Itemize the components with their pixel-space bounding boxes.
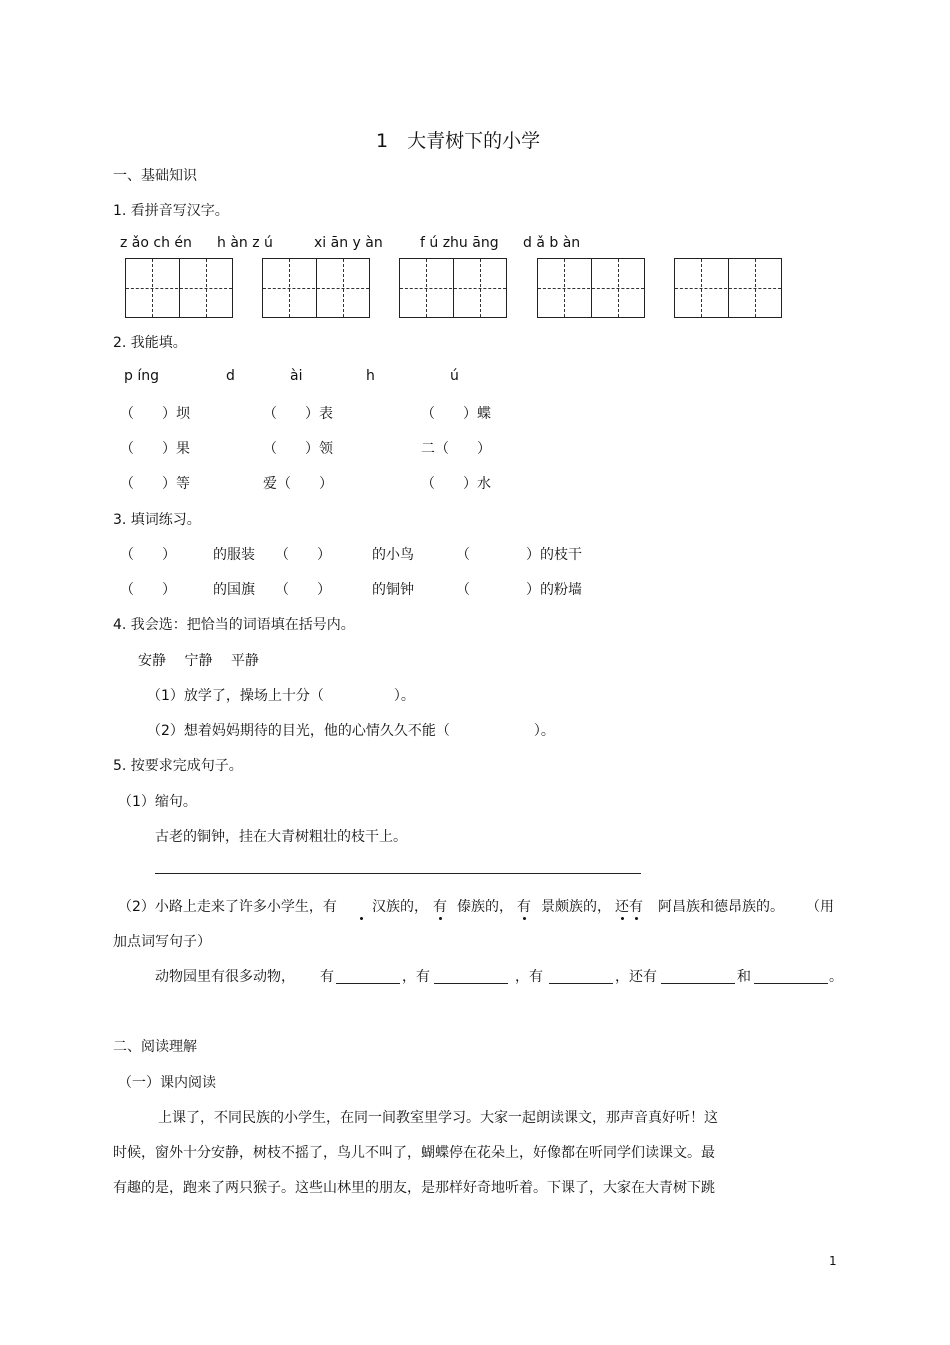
emphasis-dot [439,917,442,920]
choice-sentence[interactable]: （2）想着妈妈期待的目光，他的心情久久不能（ ）。 [147,723,555,739]
question-4-heading: 4. 我会选：把恰当的词语填在括号内。 [113,617,355,633]
section-heading-reading: 二、阅读理解 [113,1039,197,1055]
pinyin-label: xi ān y àn [314,235,383,251]
fill-blank[interactable]: （ ）的枝干 [456,547,582,563]
answer-blank[interactable] [661,983,735,984]
fill-sentence-text: ，有 [515,969,543,985]
question-2-heading: 2. 我能填。 [113,335,187,351]
sub-question-2: （2）小路上走来了许多小学生，有 [118,899,337,915]
fill-item[interactable]: （ ）等 [120,476,190,492]
sub-question-2-text: 傣族的， [457,899,513,915]
phrase-text: 的国旗 [213,582,255,598]
choice-sentence[interactable]: （1）放学了，操场上十分（ ）。 [147,688,415,704]
fill-item[interactable]: （ ）坝 [120,406,190,422]
sub-question-2-text: （用 [806,899,834,915]
passage-line: 上课了，不同民族的小学生，在同一间教室里学习。大家一起朗读课文，那声音真好听！这 [158,1110,718,1126]
writing-grid[interactable] [125,258,233,318]
fill-blank[interactable]: （ ） [275,547,331,563]
sub-question-2-text: 加点词写句子） [113,934,211,950]
pinyin-label: d [226,368,235,384]
passage-line: 时候，窗外十分安静，树枝不摇了，鸟儿不叫了，蝴蝶停在花朵上，好像都在听同学们读课文。最 [113,1145,715,1161]
phrase-text: 的服装 [213,547,255,563]
phrase-text: 的小鸟 [372,547,414,563]
fill-sentence-text: 。 [829,969,843,985]
writing-grid[interactable] [262,258,370,318]
fill-sentence-start: 动物园里有很多动物， [155,969,295,985]
pinyin-label: d ǎ b àn [523,235,581,251]
pinyin-label: f ú zhu āng [420,235,499,251]
pinyin-label: ài [290,368,303,384]
fill-blank[interactable]: （ ） [120,582,176,598]
answer-blank[interactable] [434,983,508,984]
question-5-heading: 5. 按要求完成句子。 [113,758,243,774]
dotted-word: 有 [433,899,447,915]
fill-sentence-text: ，还有 [615,969,657,985]
answer-line[interactable] [155,873,641,874]
emphasis-dot [635,917,638,920]
question-3-heading: 3. 填词练习。 [113,512,201,528]
question-1-heading: 1. 看拼音写汉字。 [113,203,229,219]
dotted-word: 还有 [615,899,643,915]
pinyin-label: z ǎo ch én [120,235,192,251]
word-choices: 安静 宁静 平静 [138,653,259,669]
phrase-text: 的铜钟 [372,582,414,598]
page-number: 1 [829,1254,837,1268]
sub-question-2-text: 阿昌族和德昂族的。 [658,899,784,915]
emphasis-dot [360,917,363,920]
sub-question-1: （1）缩句。 [118,794,197,810]
fill-item[interactable]: （ ）表 [263,406,333,422]
reading-subheading: （一）课内阅读 [118,1075,216,1091]
fill-blank[interactable]: （ ） [275,582,331,598]
writing-grid[interactable] [537,258,645,318]
sub-question-2-text: 汉族的， [372,899,428,915]
answer-blank[interactable] [336,983,400,984]
sub-question-2-text: 景颇族的， [541,899,611,915]
pinyin-label: h àn z ú [217,235,273,251]
dotted-word: 有 [517,899,531,915]
answer-blank[interactable] [754,983,828,984]
fill-sentence-text: 有 [320,969,334,985]
page-title: 1 大青树下的小学 [376,130,541,152]
fill-item[interactable]: （ ）领 [263,441,333,457]
emphasis-dot [621,917,624,920]
pinyin-label: p íng [124,368,159,384]
writing-grid[interactable] [399,258,507,318]
fill-item[interactable]: （ ）蝶 [421,406,491,422]
pinyin-label: h [366,368,375,384]
fill-item[interactable]: （ ）果 [120,441,190,457]
writing-grid[interactable] [674,258,782,318]
fill-item[interactable]: 爱（ ） [263,476,333,492]
emphasis-dot [523,917,526,920]
fill-sentence-text: 和 [737,969,751,985]
pinyin-label: ú [450,368,459,384]
fill-item[interactable]: （ ）水 [421,476,491,492]
fill-blank[interactable]: （ ） [120,547,176,563]
fill-sentence-text: ，有 [402,969,430,985]
fill-item[interactable]: 二（ ） [421,441,491,457]
section-heading-basic: 一、基础知识 [113,168,197,184]
answer-blank[interactable] [549,983,613,984]
passage-line: 有趣的是，跑来了两只猴子。这些山林里的朋友，是那样好奇地听着。下课了，大家在大青树下跳 [113,1180,715,1196]
fill-blank[interactable]: （ ）的粉墙 [456,582,582,598]
sentence-to-shorten: 古老的铜钟，挂在大青树粗壮的枝干上。 [155,829,407,845]
